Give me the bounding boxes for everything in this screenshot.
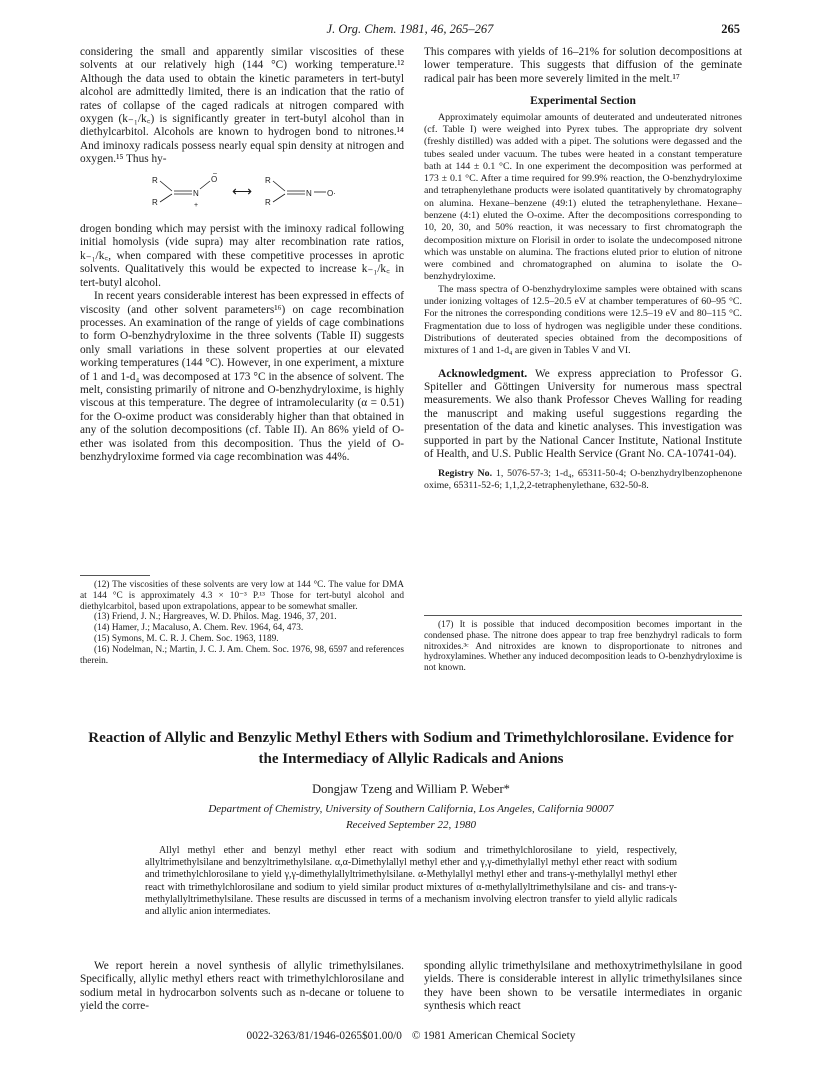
oxygen-radical: O· [327, 188, 336, 198]
nitrogen-atom: N [193, 188, 199, 198]
r-group-top-left: R [152, 175, 158, 185]
paragraph: considering the small and apparently similar viscosities of these solvents at our relatively high (144 °C) working temperature.¹² Although the data used to obtain the kinetic parameters in tert-butyl alcohol are admittedly limited, there is an indication that the ratio of rates of collapse of the caged radicals at nitrogen compared with oxygen (k₋₁/k꜀) is significantly greater in tert-butyl alcohol than in diethylcarbitol. Alcohols are known to hydrogen bond to nitrones.¹⁴ And iminoxy radicals possess nearly equal spin density at nitrogen and oxygen.¹⁵ Thus hy- [80, 46, 404, 166]
r-group-bottom-left: R [152, 197, 158, 207]
right-column [424, 46, 742, 492]
footnotes-left [80, 580, 404, 666]
experimental-text: Approximately equimolar amounts of deuterated and undeuterated nitrones (cf. Table I) were weighed into Pyrex tubes. The appropriate dry solvent (freshly distilled) was added with a pipet. The solutions were degassed and the tubes sealed under vacuum. The tubes were heated in a constant temperature bath at 144 ± 0.1 °C. In one experiment the decomposition was performed at 173 ± 0.1 °C. After a time required for 99.9% reaction, the O-benzhydryloxime and tetraphenylethane products were isolated quantitatively by chromatography on alumina. Hexane–benzene (49:1) eluted the tetraphenylethane. Hexane–benzene (4:1) eluted the O-oxime. After the decompositions corresponding to 10, 20, 30, and 50% reaction, it was necessary to first chromatograph the decomposition mixture on Florisil in order to isolate the undecomposed nitrone which was unstable on alumina. The fractions eluted prior to elution of nitrone were combined and chromatographed on alumina to isolate the O-benzhydryloxime. [424, 111, 742, 283]
footer-line [80, 1030, 742, 1042]
acknowledgment-heading: Acknowledgment. [438, 366, 528, 380]
footnote: (12) The viscosities of these solvents are very low at 144 °C. The value for DMA at 144 °C is approximately 4.3 × 10⁻³ P.¹³ Those for tert-butyl alcohol and diethylcarbitol, based upon extrapolations, appear to be somewhat smaller. [80, 580, 404, 612]
article-header [80, 728, 742, 918]
r-group-bottom-right: R [265, 197, 271, 207]
paragraph: drogen bonding which may persist with the iminoxy radical following initial homolysis (vide supra) may alter recombination rate ratios, k₋₁/k꜀, when compared with these competitive processes in aprotic solvents. Qualitatively this would be expected to increase k₋₁/k꜀ in tert-butyl alcohol. [80, 223, 404, 289]
oxygen-atom: O [211, 174, 218, 184]
journal-citation: J. Org. Chem. 1981, 46, 265–267 [326, 22, 494, 36]
registry-numbers [424, 468, 742, 492]
footnote: (13) Friend, J. N.; Hargreaves, W. D. Philos. Mag. 1946, 37, 201. [94, 612, 337, 623]
copyright: © 1981 American Chemical Society [411, 1030, 576, 1042]
running-head [80, 22, 740, 38]
footnotes-right [424, 620, 742, 674]
r-group-top-right: R [265, 175, 271, 185]
acknowledgment-text: We express appreciation to Professor G. Spiteller and Göttingen University for numerous mass spectral measurements. We also thank Professor Cheves Walling for reading the manuscript and making useful suggestions regarding the presentation of the data and kinetic analyses. This investigation was supported in part by the National Cancer Institute, National Institute of Health, and U.S. Public Health Service (Grant No. CA-10741-04). [424, 367, 742, 460]
authors: Dongjaw Tzeng and William P. Weber* [312, 782, 510, 796]
paragraph: In recent years considerable interest has been expressed in effects of viscosity (and other solvent parameters¹⁶) on cage recombination processes. An examination of the range of yields of cage combinations to form O-benzhydryloxime in the three solvents (Table II) suggests only small variations in these solvent properties at our elevated working temperatures (144 °C). However, in one experiment, a mixture of 1 and 1-d₄ was decomposed at 173 °C in the absence of solvent. The melt, consisting primarily of nitrone and O-benzhydryloxime, is highly viscous at this temperature. The degree of intramolecularity (α = 0.51) for the O-oxime product was considerably higher than that obtained in any of the solution decompositions (cf. Table II). An 86% yield of O-ether was isolated from this decomposition. Thus the yield of O-benzhydryloxime formed via cage recombination was 44%. [80, 290, 404, 463]
footnote: (17) It is possible that induced decomposition becomes important in the condensed phase. The nitrone does appear to trap free benzhydryl radicals to form nitroxides.³ᶜ And nitroxides are known to disproportionate to nitrones and hydroxylamines. Whether any induced decomposition leads to O-benzhydryloxime is not known. [424, 620, 742, 674]
registry-text: 1, 5076-57-3; 1-d₄, 65311-50-4; O-benzhydrylbenzophenone oxime, 65311-52-6; 1,1,2,2-tetraphenylethane, 632-50-8. [424, 468, 743, 492]
journal-code: 0022-3263/81/1946-0265$01.00/0 [246, 1030, 402, 1042]
acknowledgment [424, 367, 742, 462]
plus-charge: + [194, 201, 199, 209]
intro-continuation: sponding allylic trimethylsilane and methoxytrimethylsilane in good yields. There is considerable interest in allylic trimethylsilanes since they have been shown to be versatile intermediates in organic synthesis which react [424, 960, 742, 1013]
minus-charge: – [213, 170, 217, 177]
resonance-structure [80, 171, 404, 213]
paragraph: This compares with yields of 16–21% for solution decompositions at lower temperature. This suggests that diffusion of the geminate radical pair has been more severely limited in the melt.¹⁷ [424, 46, 742, 85]
abstract: Allyl methyl ether and benzyl methyl ether react with sodium and trimethylchlorosilane to yield, respectively, allyltrimethylsilane and benzyltrimethylsilane. α,α-Dimethylallyl methyl ether and γ,γ-dimethylallyl methyl ether react with sodium and trimethylchlorosilane to yield γ,γ-dimethylallyltrimethylsilane. α-Methylallyl methyl ether and trans-γ-methylallyl methyl ether react with trimethylchlorosilane and sodium to yield similar product mixtures of α-methylallyltrimethylsilane and cis- and trans-γ-methylallyltrimethylsilane. These results are discussed in terms of a mechanism involving electron transfer to yield allylic radicals and allylic anion intermediates. [145, 845, 677, 918]
footnote: (15) Symons, M. C. R. J. Chem. Soc. 1963, 1189. [94, 633, 279, 644]
left-column [80, 46, 404, 464]
footnote-rule-right [424, 615, 742, 616]
footnote: (16) Nodelman, N.; Martin, J. C. J. Am. Chem. Soc. 1976, 98, 6597 and references therein. [80, 644, 404, 666]
experimental-text: The mass spectra of O-benzhydryloxime samples were obtained with scans under ionizing voltages of 12.5–20.5 eV at chamber temperatures of 60–95 °C. For the nitrones the corresponding conditions were 12.5–19 eV and 80–115 °C. Fragmentation due to loss of hydrogen was negligible under these conditions. Distributions of deuterated species obtained from the decompositions of mixtures of 1 and 1-d₄ are given in Tables V and VI. [424, 283, 742, 357]
footnote-rule [80, 575, 150, 576]
received-date: Received September 22, 1980 [345, 819, 477, 831]
nitrogen-atom-right: N [306, 188, 312, 198]
article-title: Reaction of Allylic and Benzylic Methyl Ethers with Sodium and Trimethylchlorosilane. Evidence for the Intermediacy of Allylic Radicals and Anions [88, 730, 734, 767]
intro-paragraph: We report herein a novel synthesis of allylic trimethylsilanes. Specifically, allylic methyl ethers react with trimethylchlorosilane and sodium metal in hydrocarbon solvents such as n-decane or toluene to yield the corre- [80, 960, 404, 1013]
resonance-arrow: ⟷ [232, 182, 253, 199]
registry-heading: Registry No. [438, 468, 493, 480]
footnote: (14) Hamer, J.; Macaluso, A. Chem. Rev. 1964, 64, 473. [94, 623, 304, 634]
affiliation: Department of Chemistry, University of Southern California, Los Angeles, California 90007 [208, 803, 614, 815]
page-number: 265 [721, 22, 740, 36]
section-heading: Experimental Section [530, 95, 636, 108]
